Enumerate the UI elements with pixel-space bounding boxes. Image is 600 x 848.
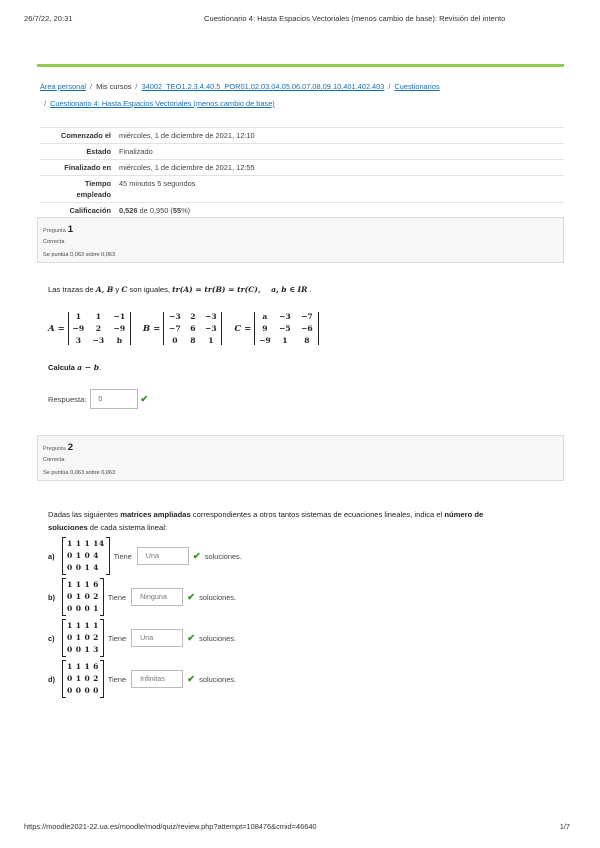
item-label: c) — [48, 633, 55, 643]
matrix-cell: −7 — [301, 312, 313, 321]
soluciones-label: soluciones. — [199, 674, 237, 684]
matrix-row: 0 0 0 1 — [67, 604, 99, 613]
matrix-cell: a — [262, 312, 268, 321]
question-number-value: 1 — [67, 224, 74, 235]
question-number — [43, 224, 73, 235]
summary-row — [40, 144, 564, 160]
print-url: https://moodle2021-22.ua.es/moodle/mod/quiz/review.php?attempt=108476&cmid=46640 — [24, 822, 317, 831]
print-page-number: 1/7 — [559, 822, 570, 831]
statement-end: . — [307, 285, 312, 294]
intro-text: de cada sistema lineal: — [87, 523, 168, 532]
question-1-statement — [48, 285, 312, 294]
matrix-cell: 9 — [262, 324, 268, 333]
grade-score: 0,526 — [119, 206, 138, 215]
matrix-cell: 2 — [190, 312, 196, 321]
matrix-row: 0 1 0 4 — [67, 551, 99, 560]
matrix-cell: −7 — [169, 324, 181, 333]
answer-row — [48, 389, 148, 409]
matrix-cell: 1 — [95, 312, 102, 321]
summary-value: miércoles, 1 de diciembre de 2021, 12:10 — [119, 131, 255, 140]
statement-text: Las trazas de — [48, 285, 96, 294]
matrix-cell: −3 — [169, 312, 181, 321]
matrices-row — [48, 312, 319, 345]
answer-label: Respuesta: — [48, 394, 87, 404]
intro-bold: número de soluciones — [48, 510, 484, 532]
matrix-cell: −3 — [279, 312, 291, 321]
matrix-row: 0 0 0 0 — [67, 686, 99, 695]
solutions-select[interactable]: Una — [131, 629, 183, 647]
summary-value: miércoles, 1 de diciembre de 2021, 12:55 — [119, 163, 255, 172]
intro-bold: matrices ampliadas — [120, 510, 191, 519]
print-date: 26/7/22, 20:31 — [24, 14, 73, 23]
grade-percent: 55 — [172, 206, 182, 215]
matrix-cell: 8 — [190, 336, 196, 345]
calc-instruction — [48, 363, 101, 372]
calc-label: Calcula — [48, 363, 78, 372]
matrix-cell: 1 — [75, 312, 82, 321]
matrix-a — [48, 312, 131, 345]
check-icon: ✔ — [140, 393, 149, 405]
question-grade: Se puntúa 0,063 sobre 0,063 — [43, 252, 116, 258]
item-label: d) — [48, 674, 55, 684]
breadcrumb: Área personal / Mis cursos / 34002_TEO1.2.3.4.40.5_POR01.02.03.04.05.06.07.08.09.10.401.402.403 / Cuestionarios / Cuestionario 4: Hasta Espacios Vectoriales (menos cambio de base) — [40, 82, 440, 108]
augmented-matrix — [62, 537, 110, 575]
matrix-row: 0 1 0 2 — [67, 633, 99, 642]
matrix-cell: −3 — [205, 312, 217, 321]
matrix-cell: b — [116, 336, 123, 345]
print-header — [24, 14, 572, 26]
matrix-cell: −9 — [72, 324, 85, 333]
matrix-row: 1 1 1 6 — [67, 662, 99, 671]
soluciones-label: soluciones. — [204, 551, 242, 561]
matrix-cell: 0 — [172, 336, 178, 345]
print-title: Cuestionario 4: Hasta Espacios Vectoriales (menos cambio de base): Revisión del intento — [204, 14, 506, 23]
trace-equation: tr(A) = tr(B) = tr(C), a, b ∈ IR — [172, 285, 308, 294]
matrix-cell: 3 — [75, 336, 82, 345]
matrix-c-label: C = — [234, 323, 252, 334]
solutions-select[interactable]: Una — [137, 547, 189, 565]
summary-label: Tiempo empleado — [76, 179, 111, 199]
matrix-row: 1 1 1 1 — [67, 621, 99, 630]
answer-input[interactable]: 0 — [90, 389, 138, 409]
breadcrumb-home-link[interactable]: Área personal — [40, 82, 87, 91]
matrix-cell: 2 — [95, 324, 102, 333]
question-2-info — [37, 435, 564, 481]
summary-label: Comenzado el — [60, 131, 111, 140]
statement-and: y — [113, 285, 122, 294]
matrix-b-label: B = — [142, 323, 161, 334]
attempt-summary-table — [40, 127, 564, 219]
calc-expression: a − b — [77, 363, 100, 372]
matrix-cell: 8 — [304, 336, 310, 345]
intro-text: correspondientes a otros tantos sistemas de ecuaciones lineales, indica el — [190, 510, 445, 519]
question-prefix: Pregunta — [43, 228, 66, 234]
question-state: Correcta — [43, 239, 65, 245]
matrix-a-label: A = — [48, 323, 65, 334]
system-item-c — [48, 619, 236, 657]
matrix-cell: 1 — [208, 336, 214, 345]
breadcrumb-my-courses: Mis cursos — [96, 82, 132, 91]
matrix-cell: −5 — [279, 324, 291, 333]
soluciones-label: soluciones. — [199, 633, 237, 643]
accent-bar — [37, 64, 564, 67]
statement-var-c: C — [121, 285, 128, 294]
summary-value: Finalizado — [119, 147, 153, 156]
matrix-cell: −3 — [92, 336, 105, 345]
question-grade: Se puntúa 0,063 sobre 0,063 — [43, 470, 116, 476]
summary-row — [40, 176, 564, 203]
summary-value: 45 minutos 5 segundos — [119, 179, 196, 188]
solutions-select[interactable]: Infinitas — [131, 670, 183, 688]
check-icon: ✔ — [187, 673, 196, 685]
tiene-label: Tiene — [107, 592, 127, 602]
summary-row — [40, 128, 564, 144]
augmented-matrix — [62, 578, 104, 616]
matrix-cell: −6 — [301, 324, 313, 333]
check-icon: ✔ — [187, 591, 196, 603]
intro-text: Dadas las siguientes — [48, 510, 121, 519]
item-label: a) — [48, 551, 55, 561]
system-item-d — [48, 660, 236, 698]
system-item-a — [48, 537, 242, 575]
matrix-c — [234, 312, 319, 345]
summary-label: Finalizado en — [64, 163, 111, 172]
matrix-row: 1 1 1 6 — [67, 580, 99, 589]
matrix-row: 0 0 1 3 — [67, 645, 99, 654]
matrix-b-entries — [164, 312, 221, 345]
summary-label: Estado — [86, 147, 111, 156]
augmented-matrix — [62, 660, 104, 698]
matrix-cell: −9 — [259, 336, 271, 345]
statement-vars: A, B — [95, 285, 114, 294]
tiene-label: Tiene — [113, 551, 132, 561]
check-icon: ✔ — [192, 550, 201, 562]
breadcrumb-quizzes-link[interactable]: Cuestionarios — [394, 82, 440, 91]
matrix-cell: −1 — [113, 312, 126, 321]
check-icon: ✔ — [187, 632, 196, 644]
matrix-c-entries — [255, 312, 318, 345]
system-item-b — [48, 578, 236, 616]
matrix-cell: −9 — [113, 324, 126, 333]
summary-label: Calificación — [69, 206, 111, 215]
tiene-label: Tiene — [107, 633, 127, 643]
print-footer — [24, 822, 570, 834]
matrix-cell: 6 — [190, 324, 196, 333]
matrix-cell: −3 — [205, 324, 217, 333]
question-state: Correcta — [43, 457, 65, 463]
grade-close: %) — [181, 206, 191, 215]
grade-of: de 0,950 ( — [137, 206, 173, 215]
matrix-cell: 1 — [282, 336, 288, 345]
matrix-row: 0 1 0 2 — [67, 592, 99, 601]
question-1-info — [37, 217, 564, 263]
question-prefix: Pregunta — [43, 446, 66, 452]
matrix-b — [143, 312, 222, 345]
item-label: b) — [48, 592, 55, 602]
solutions-select[interactable]: Ninguna — [131, 588, 183, 606]
augmented-matrix — [62, 619, 104, 657]
matrix-row: 0 1 0 2 — [67, 674, 99, 683]
summary-row — [40, 160, 564, 176]
breadcrumb-course-link[interactable]: 34002_TEO1.2.3.4.40.5_POR01.02.03.04.05.06.07.08.09.10.401.402.403 — [141, 82, 385, 91]
soluciones-label: soluciones. — [199, 592, 237, 602]
matrix-row: 0 0 1 4 — [67, 563, 99, 572]
question-number — [43, 442, 73, 453]
statement-mid: son iguales, — [127, 285, 173, 294]
matrix-a-entries — [69, 312, 130, 345]
question-number-value: 2 — [67, 442, 74, 453]
matrix-row: 1 1 1 14 — [67, 539, 105, 548]
calc-end: . — [99, 363, 102, 372]
breadcrumb-quiz-link[interactable]: Cuestionario 4: Hasta Espacios Vectoriales (menos cambio de base) — [50, 99, 275, 108]
tiene-label: Tiene — [107, 674, 127, 684]
question-2-statement — [48, 508, 518, 534]
